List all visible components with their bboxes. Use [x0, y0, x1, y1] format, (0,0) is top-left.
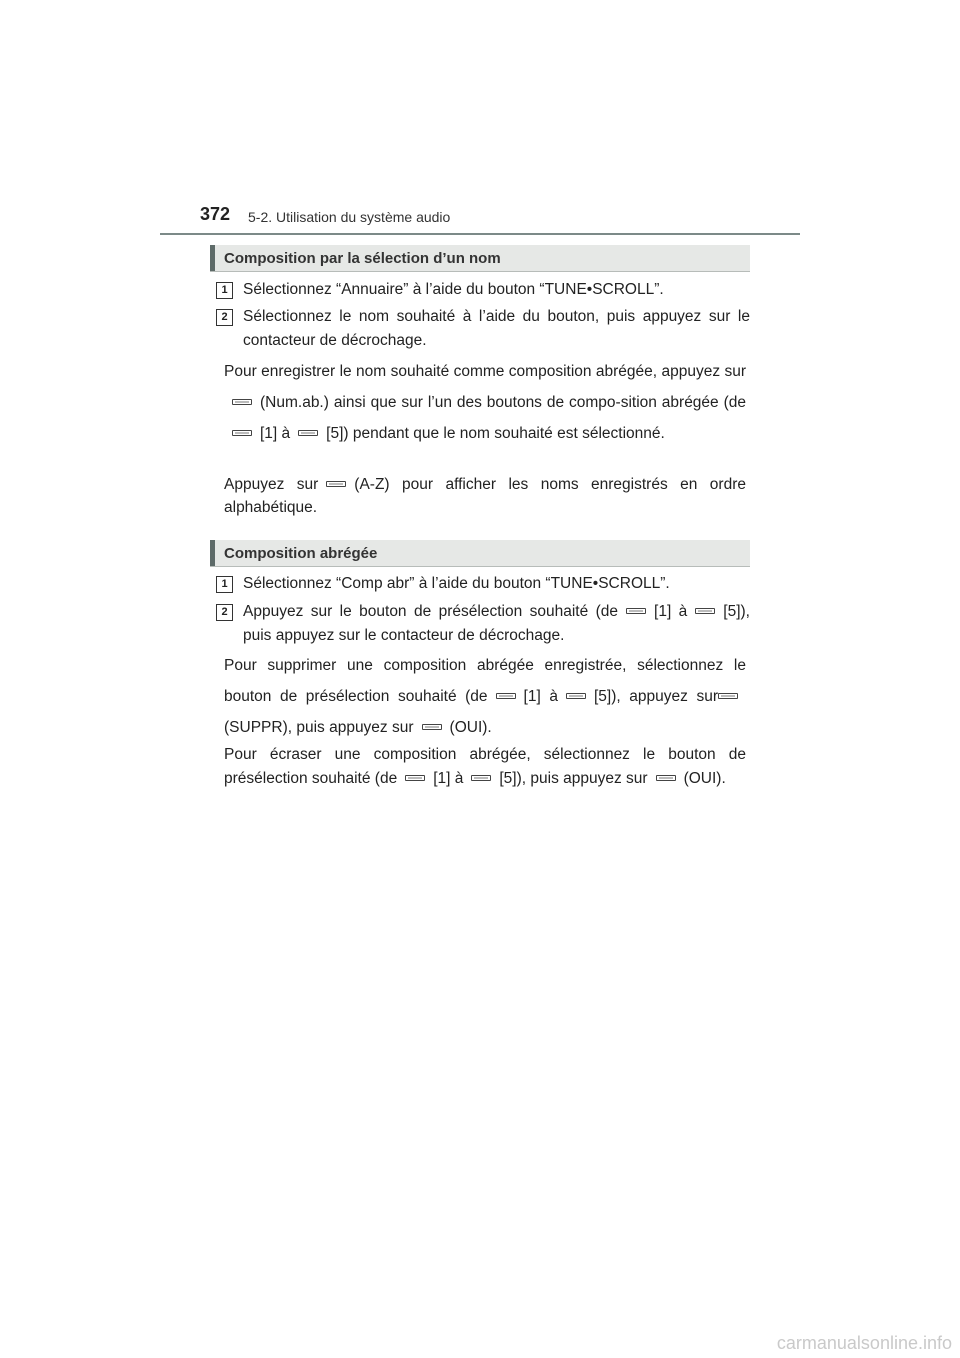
button-icon — [496, 693, 516, 699]
note-text: Appuyez sur — [224, 476, 319, 493]
note-text: [1] à — [433, 770, 464, 787]
button-icon — [298, 430, 318, 436]
note-text: Pour enregistrer le nom souhaité comme composition abrégée, appuyez sur — [224, 363, 746, 380]
note-text: [5]) pendant que le nom souhaité est sélectionné. — [326, 425, 665, 442]
section-heading-name-dialing — [210, 245, 750, 272]
step-1 — [216, 572, 750, 596]
step-text-part: [1] à — [654, 603, 688, 620]
step-2 — [216, 600, 750, 648]
step-text: Sélectionnez “Comp abr” à l’aide du bouton “TUNE•SCROLL”. — [243, 575, 670, 592]
note-text: [1] à — [260, 425, 291, 442]
chapter-title: 5-2. Utilisation du système audio — [248, 209, 451, 225]
note-text: [1] à — [523, 688, 558, 705]
button-icon — [422, 724, 442, 730]
button-icon — [232, 430, 252, 436]
section-accent — [210, 540, 215, 566]
button-icon — [695, 608, 715, 614]
button-icon — [718, 693, 738, 699]
button-icon — [326, 481, 346, 487]
step-text-part: Appuyez sur le bouton de présélection souhaité (de — [243, 603, 619, 620]
step-number: 2 — [216, 309, 233, 326]
step-number: 1 — [216, 576, 233, 593]
note-text: (OUI). — [449, 719, 492, 736]
note-delete-speed-dial — [224, 650, 746, 743]
note-alphabetical — [224, 473, 746, 519]
note-text: (OUI). — [683, 770, 726, 787]
button-icon — [232, 399, 252, 405]
watermark: carmanualsonline.info — [776, 1333, 952, 1353]
button-icon — [626, 608, 646, 614]
note-text: Pour supprimer une composition abrégée enregistrée, sélectionnez le bouton de présélection souhaité (de — [224, 657, 746, 705]
step-text-part: [5]), puis appuyez sur le contacteur de décrochage. — [243, 603, 750, 644]
page-number: 372 — [200, 204, 231, 224]
step-number: 2 — [216, 604, 233, 621]
section-heading-speed-dial — [210, 540, 750, 567]
header-divider — [160, 233, 800, 235]
section-title: Composition abrégée — [224, 545, 378, 562]
note-text: Pour écraser une composition abrégée, sélectionnez le bouton de présélection souhaité (de — [224, 746, 746, 787]
section-title: Composition par la sélection d’un nom — [224, 250, 501, 267]
note-text: (A-Z) pour afficher les noms enregistrés en ordre alphabétique. — [224, 476, 746, 516]
note-text: [5]), appuyez sur — [593, 688, 718, 705]
section-accent — [210, 245, 215, 271]
step-2 — [216, 305, 750, 353]
note-overwrite-speed-dial — [224, 743, 746, 791]
step-text: Sélectionnez “Annuaire” à l’aide du bouton “TUNE•SCROLL”. — [243, 281, 664, 298]
note-text: (SUPPR), puis appuyez sur — [224, 719, 414, 736]
button-icon — [405, 775, 425, 781]
note-text: [5]), puis appuyez sur — [499, 770, 648, 787]
button-icon — [566, 693, 586, 699]
button-icon — [656, 775, 676, 781]
step-number: 1 — [216, 282, 233, 299]
note-save-speed-dial — [224, 356, 746, 449]
step-text — [243, 600, 750, 648]
step-text: Sélectionnez le nom souhaité à l’aide du bouton, puis appuyez sur le contacteur de décrochage. — [243, 308, 750, 349]
button-icon — [471, 775, 491, 781]
note-text: (Num.ab.) ainsi que sur l’un des boutons de compo-sition abrégée (de — [260, 394, 746, 411]
step-1 — [216, 278, 750, 302]
